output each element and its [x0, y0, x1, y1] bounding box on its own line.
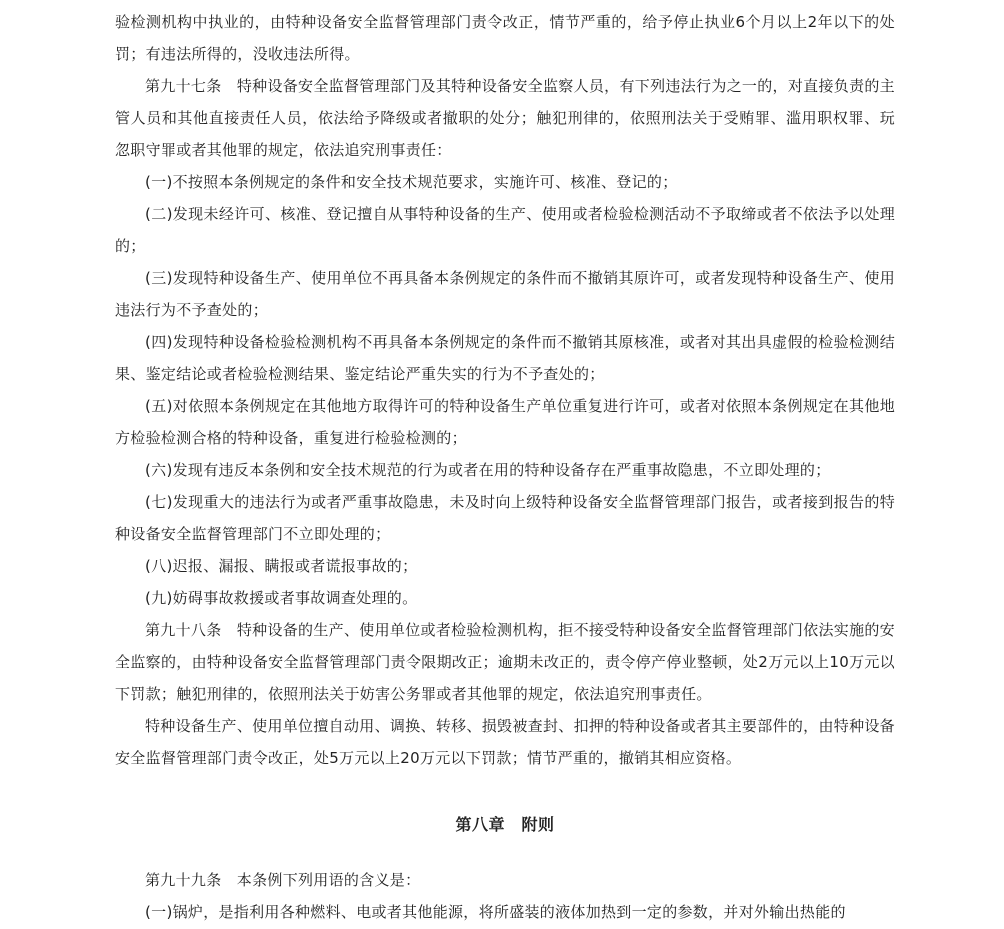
article-97-item-9: (九)妨碍事故救援或者事故调查处理的。 — [145, 589, 418, 607]
article-97-item-7: (七)发现重大的违法行为或者严重事故隐患，未及时向上级特种设备安全监督管理部门报告，或者接到报告的特种设备安全监督管理部门不立即处理的； — [115, 493, 895, 543]
article-97-item-3: (三)发现特种设备生产、使用单位不再具备本条例规定的条件而不撤销其原许可，或者发现特种设备生产、使用违法行为不予查处的； — [115, 269, 895, 319]
paragraph: 验检测机构中执业的，由特种设备安全监督管理部门责令改正，情节严重的，给予停止执业6个月以上2年以下的处罚；有违法所得的，没收违法所得。 — [115, 13, 895, 63]
chapter-heading: 第八章 附则 — [455, 815, 555, 834]
article-97-item-8: (八)迟报、漏报、瞒报或者谎报事故的； — [145, 557, 418, 575]
document-page — [115, 6, 895, 928]
article-97-item-5: (五)对依照本条例规定在其他地方取得许可的特种设备生产单位重复进行许可，或者对依照本条例规定在其他地方检验检测合格的特种设备，重复进行检验检测的； — [115, 397, 895, 447]
article-98-paragraph-2: 特种设备生产、使用单位擅自动用、调换、转移、损毁被查封、扣押的特种设备或者其主要部件的，由特种设备安全监督管理部门责令改正，处5万元以上20万元以下罚款；情节严重的，撤销其相应资格。 — [115, 717, 895, 767]
spacer — [115, 841, 895, 864]
article-97-item-2: (二)发现未经许可、核准、登记擅自从事特种设备的生产、使用或者检验检测活动不予取缔或者不依法予以处理的； — [115, 205, 895, 255]
article-97: 第九十七条 特种设备安全监督管理部门及其特种设备安全监察人员，有下列违法行为之一的，对直接负责的主管人员和其他直接责任人员，依法给予降级或者撤职的处分；触犯刑律的，依照刑法关于受贿罪、滥用职权罪、玩忽职守罪或者其他罪的规定，依法追究刑事责任： — [115, 77, 895, 159]
article-97-item-6: (六)发现有违反本条例和安全技术规范的行为或者在用的特种设备存在严重事故隐患，不立即处理的； — [145, 461, 831, 479]
article-99-item-1: (一)锅炉，是指利用各种燃料、电或者其他能源，将所盛装的液体加热到一定的参数，并对外输出热能的 — [145, 903, 846, 921]
article-97-item-4: (四)发现特种设备检验检测机构不再具备本条例规定的条件而不撤销其原核准，或者对其出具虚假的检验检测结果、鉴定结论或者检验检测结果、鉴定结论严重失实的行为不予查处的； — [115, 333, 895, 383]
article-98: 第九十八条 特种设备的生产、使用单位或者检验检测机构，拒不接受特种设备安全监督管理部门依法实施的安全监察的，由特种设备安全监督管理部门责令限期改正；逾期未改正的，责令停产停业整顿，处2万元以上10万元以下罚款；触犯刑律的，依照刑法关于妨害公务罪或者其他罪的规定，依法追究刑事责任。 — [115, 621, 895, 703]
article-99: 第九十九条 本条例下列用语的含义是： — [145, 871, 421, 889]
spacer — [115, 774, 895, 809]
article-97-item-1: (一)不按照本条例规定的条件和安全技术规范要求，实施许可、核准、登记的； — [145, 173, 678, 191]
